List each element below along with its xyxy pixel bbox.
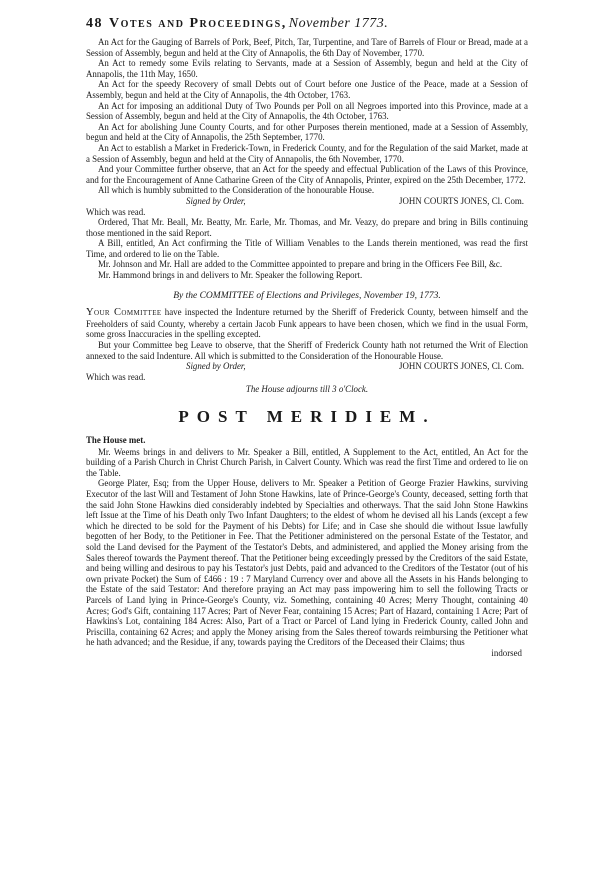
- page-number: 48: [86, 16, 103, 31]
- act-paragraph: An Act to establish a Market in Frederick-Town, in Frederick County, and for the Regulation of the said Market, made at a Session of Assembly, begun and held at the City of Annapolis, the 6th November, 1770.: [86, 142, 528, 164]
- page-header: [86, 16, 528, 32]
- committee-addition-paragraph: Mr. Johnson and Mr. Hall are added to the Committee appointed to prepare and bring in the Officers Fee Bill, &c.: [98, 259, 503, 270]
- submission-line: All which is humbly submitted to the Consideration of the honourable House.: [98, 185, 375, 196]
- signed-by-order: Signed by Order,: [186, 195, 246, 206]
- which-was-read: Which was read.: [86, 371, 146, 382]
- signatory: JOHN COURTS JONES, Cl. Com.: [399, 195, 524, 206]
- bill-paragraph: Mr. Weems brings in and delivers to Mr. Speaker a Bill, entitled, A Supplement to the Act, entitled, An Act for the building of a Parish Church in Christ Church Parish, in Calvert County. Which was read the first Time and ordered to lie on the Table.: [86, 446, 528, 478]
- observation-paragraph: And your Committee further observe, that an Act for the speedy and effectual Publication of the Laws of this Province, and for the Encouragement of Anne Catharine Green of the City of Annapolis, Printer, expired on the 25th December, 1772.: [86, 164, 528, 185]
- committee-heading: By the COMMITTEE of Elections and Privileges, November 19, 1773.: [173, 290, 441, 301]
- signatory: JOHN COURTS JONES, Cl. Com.: [399, 361, 524, 372]
- report-opening-words: Your Committee: [86, 307, 162, 319]
- catchword: indorsed: [491, 647, 522, 658]
- post-meridiem-title: POST MERIDIEM.: [178, 407, 436, 426]
- header-date: November 1773.: [288, 16, 389, 31]
- signed-by-order: Signed by Order,: [186, 361, 246, 372]
- signature-block: [86, 196, 528, 207]
- petition-paragraph: George Plater, Esq; from the Upper House, delivers to Mr. Speaker a Petition of George Frazier Hawkins, surviving Executor of the last Will and Testament of John Stone Hawkins, late of Prince-George's County, deceased, setting forth that the said John Stone Hawkins died considerably indebted by Specialties and otherways. That the said John Stone Hawkins left Issue at the Time of his Death only Two Infant Daughters; to the eldest of whom he devised all his Lands (except a few which he directed to be sold for the Payment of his Debts) for Life; and in Case she should die without Issue lawfully begotten of her Body, to the Petitioner in Fee. That the Petitioner administered on the personal Estate of the Testator, and sold the Land devised for the Payment of the Testator's Debts, and administered, and applied the Money arising from the Sales thereof towards the Payment thereof. That the Petitioner being exceedingly pressed by the Creditors of the said Estate, and being willing and desirous to pay his Testator's just Debts, paid and advanced to the Creditors of the Testator (out of his own private Pocket) the Sum of £466 : 19 : 7 Maryland Currency over and above all the Assets in his Hands belonging to the Estate of the said Testator: And therefore praying an Act may pass impowering him to sell the following Tracts or Parcels of Land lying in Prince-George's County, viz. Something, containing 40 Acres; Merry Thought, containing 40 Acres; God's Gift, containing 117 Acres; Part of Never Fear, containing 15 Acres; Part of Hazard, containing 1 Acre; Part of Hawkins's Lot, containing 184 Acres: Also, Part of a Tract or Parcel of Land lying in Frederick County, called John and Priscilla, containing 62 Acres; and apply the Money arising from the Sales thereof towards reimbursing the Petitioner what he hath advanced; and the Residue, if any, towards paying the Creditors of the Deceased their Claims; thus: [86, 478, 528, 648]
- committee-report-paragraph: [86, 307, 528, 340]
- act-paragraph: An Act for the speedy Recovery of small Debts out of Court before one Justice of the Peace, made at a Session of Assembly, begun and held at the City of Annapolis, the 4th October, 1763.: [86, 79, 528, 100]
- signature-block: [86, 361, 528, 372]
- which-was-read: Which was read.: [86, 206, 146, 217]
- act-paragraph: An Act for imposing an additional Duty of Two Pounds per Poll on all Negroes imported into this Province, made at a Session of Assembly, begun and held at the City of Annapolis, the 4th October, 1763.: [86, 100, 528, 122]
- adjourn-line: The House adjourns till 3 o'Clock.: [245, 384, 369, 395]
- act-paragraph: An Act for abolishing June County Courts, and for other Purposes therein mentioned, made at a Session of Assembly, begun and held at the City of Annapolis, the 25th September, 1770.: [86, 121, 528, 143]
- committee-observation-paragraph: But your Committee beg Leave to observe, that the Sheriff of Frederick County hath not returned the Writ of Election annexed to the said Indenture. All which is submitted to the Consideration of the Honourable House.: [86, 340, 528, 361]
- report-body: have inspected the Indenture returned by the Sheriff of Frederick County, between himself and the Freeholders of said County, whereby a certain Jacob Funk appears to have been chosen, which we find in the usual Form, some gross Inaccuracies in the spelling excepted.: [86, 307, 528, 340]
- house-met-line: The House met.: [86, 435, 146, 445]
- post-meridiem-section: [86, 407, 528, 658]
- bill-paragraph: A Bill, entitled, An Act confirming the Title of William Venables to the Lands therein mentioned, was read the first Time, and ordered to lie on the Table.: [86, 238, 528, 259]
- act-paragraph: An Act for the Gauging of Barrels of Pork, Beef, Pitch, Tar, Turpentine, and Tare of Barrels of Flour or Bread, made at a Session of Assembly, begun and held at the City of Annapolis, the 6th Day of November, 1770.: [86, 37, 528, 58]
- act-paragraph: An Act to remedy some Evils relating to Servants, made at a Session of Assembly, begun and held at the City of Annapolis, the 11th May, 1650.: [86, 58, 528, 79]
- running-title: Votes and Proceedings,: [109, 16, 287, 31]
- order-paragraph: Ordered, That Mr. Beall, Mr. Beatty, Mr. Earle, Mr. Thomas, and Mr. Veazy, do prepare and bring in Bills continuing those mentioned in the said Report.: [86, 217, 528, 238]
- report-intro-paragraph: Mr. Hammond brings in and delivers to Mr. Speaker the following Report.: [98, 270, 363, 281]
- committee-section: [86, 291, 528, 395]
- top-section: [86, 37, 528, 281]
